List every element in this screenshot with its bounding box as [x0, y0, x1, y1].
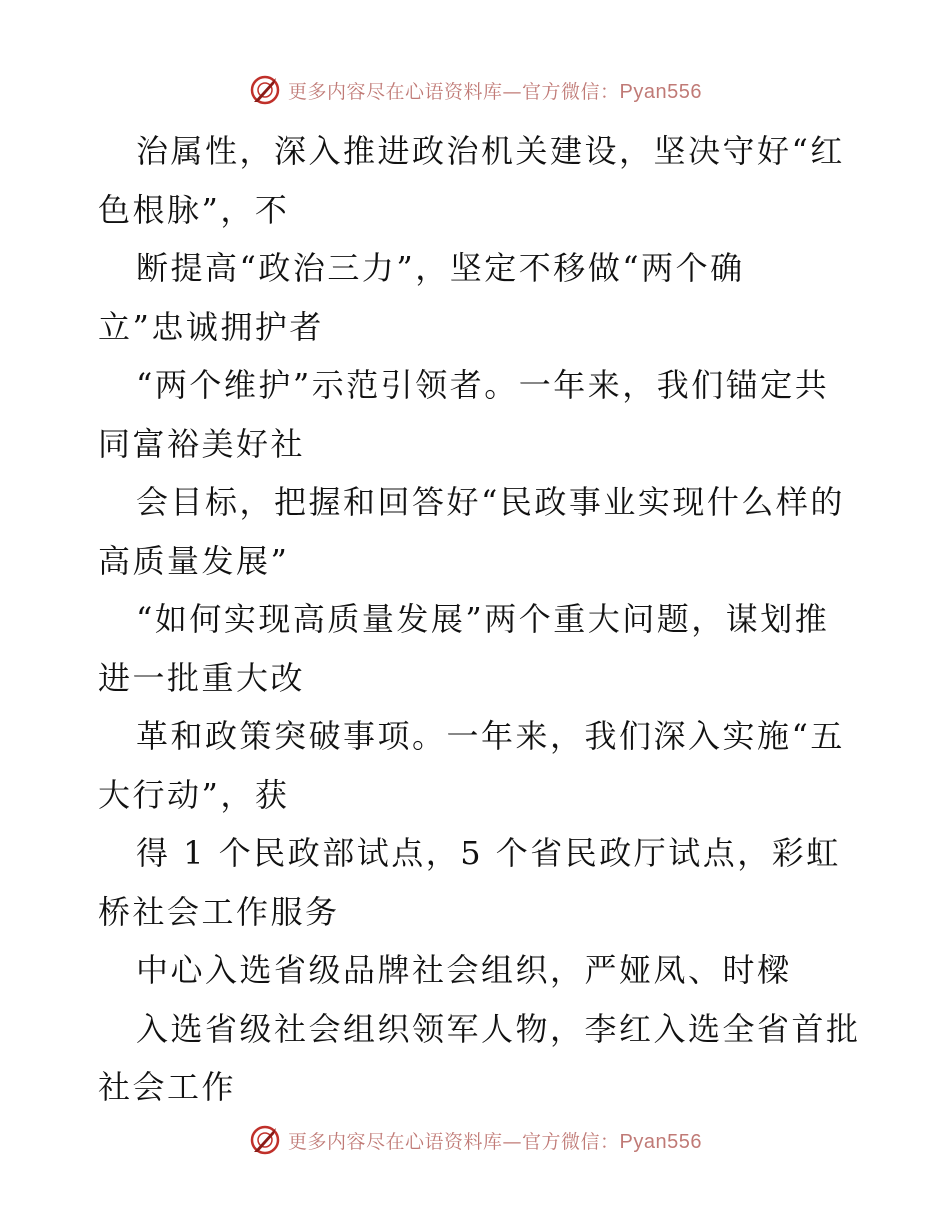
watermark-text: 更多内容尽在心语资料库—官方微信：Pyan556 — [288, 80, 702, 103]
text-line: 治属性，深入推进政治机关建设，坚决守好“红 — [136, 132, 845, 170]
footer-watermark — [0, 1120, 950, 1160]
text-line: 大行动”，获 — [98, 775, 290, 814]
text-line: “如何实现高质量发展”两个重大问题，谋划推 — [136, 600, 830, 638]
text-line: 同富裕美好社 — [98, 424, 306, 463]
text-line: 进一批重大改 — [98, 658, 306, 697]
text-line: 色根脉”，不 — [98, 190, 290, 229]
text-line: 桥社会工作服务 — [98, 892, 340, 931]
wechat-id: Pyan556 — [619, 80, 702, 103]
red-quill-logo-icon — [248, 73, 282, 107]
wechat-id: Pyan556 — [619, 1130, 702, 1153]
text-line: 中心入选省级品牌社会组织，严娅凤、时樑 — [136, 951, 792, 989]
header-watermark — [0, 70, 950, 110]
text-line: 立”忠诚拥护者 — [98, 307, 324, 346]
document-body — [98, 122, 861, 1117]
text-line: 得 1 个民政部试点，5 个省民政厅试点，彩虹 — [136, 834, 841, 872]
watermark-text: 更多内容尽在心语资料库—官方微信：Pyan556 — [288, 1130, 702, 1153]
text-line: 断提高“政治三力”，坚定不移做“两个确 — [136, 249, 745, 287]
red-quill-logo-icon — [248, 1123, 282, 1157]
text-line: 革和政策突破事项。一年来，我们深入实施“五 — [136, 717, 845, 755]
text-line: 入选省级社会组织领军人物，李红入选全省首批 — [136, 1009, 861, 1048]
text-line: 会目标，把握和回答好“民政事业实现什么样的 — [136, 483, 845, 521]
text-line: 高质量发展” — [98, 541, 290, 580]
text-line: “两个维护”示范引领者。一年来，我们锚定共 — [136, 366, 830, 404]
text-line: 社会工作 — [98, 1068, 237, 1106]
